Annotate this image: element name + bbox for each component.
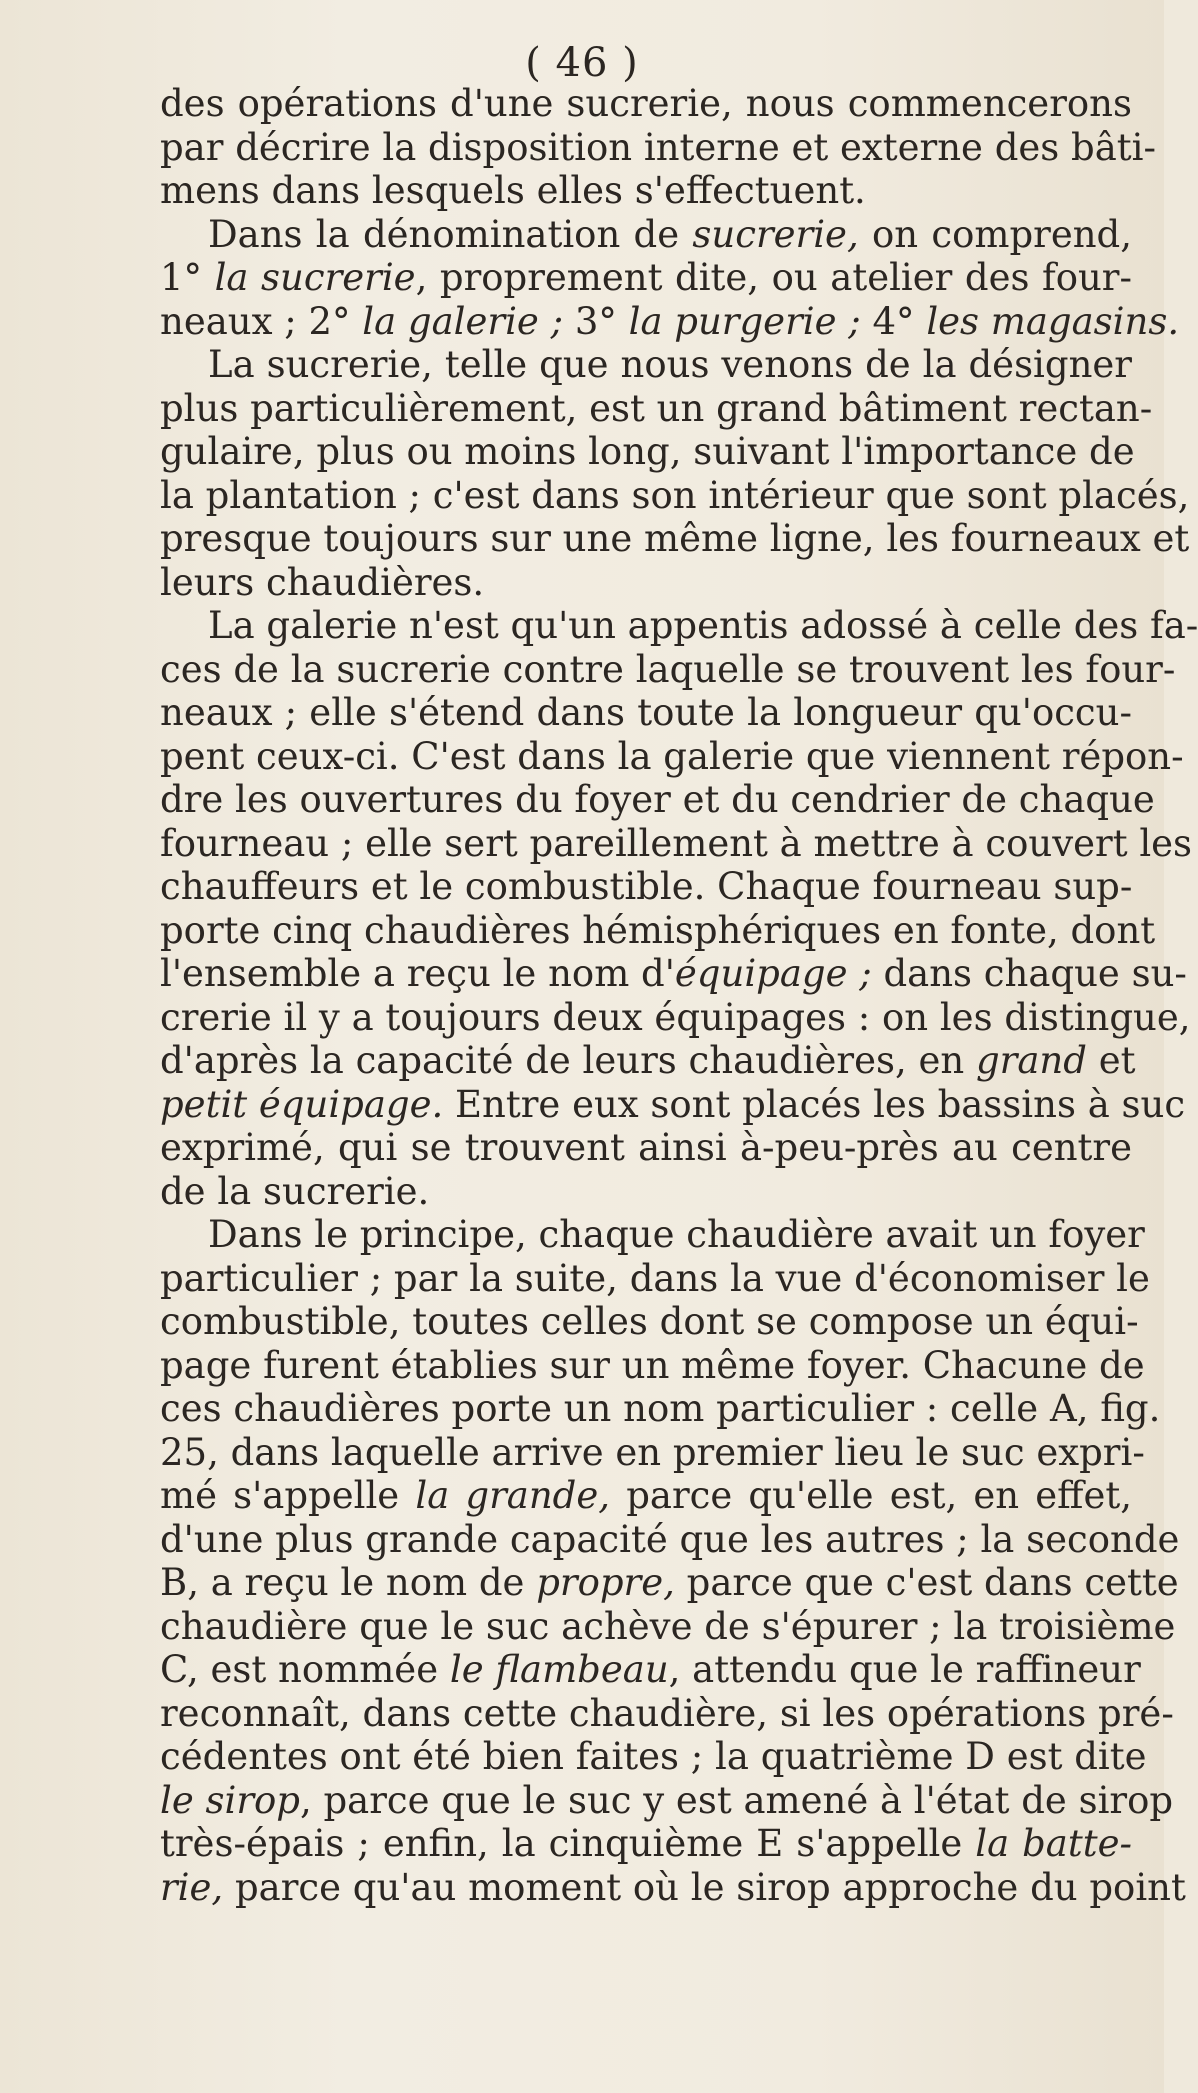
body-text <box>160 82 1198 1909</box>
text-line: neaux ; 2° la galerie ; 3° la purgerie ; 4° les magasins. <box>160 299 1180 343</box>
text-line: petit équipage. Entre eux sont placés les bassins à suc <box>160 1082 1186 1126</box>
text-line: Dans le principe, chaque chaudière avait un foyer <box>208 1213 1145 1256</box>
text-line: combustible, toutes celles dont se compose un équi- <box>160 1300 1139 1343</box>
text-line: la plantation ; c'est dans son intérieur que sont placés, <box>160 473 1190 517</box>
text-line: C, est nommée le flambeau, attendu que le raffineur <box>160 1648 1141 1691</box>
text-line: d'une plus grande capacité que les autres ; la seconde <box>160 1517 1180 1561</box>
text-line: 1° la sucrerie, proprement dite, ou atelier des four- <box>160 256 1132 299</box>
text-line: porte cinq chaudières hémisphériques en fonte, dont <box>160 908 1156 952</box>
text-line: dre les ouvertures du foyer et du cendrier de chaque <box>160 778 1155 821</box>
text-line: La galerie n'est qu'un appentis adossé à celle des fa- <box>208 604 1198 647</box>
text-line: de la sucrerie. <box>160 1169 430 1213</box>
text-line: le sirop, parce que le suc y est amené à l'état de sirop <box>160 1778 1174 1822</box>
text-line: 25, dans laquelle arrive en premier lieu le suc expri- <box>160 1430 1145 1474</box>
text-line: ces de la sucrerie contre laquelle se trouvent les four- <box>160 647 1176 691</box>
text-line: particulier ; par la suite, dans la vue d'économiser le <box>160 1256 1150 1300</box>
text-line: par décrire la disposition interne et externe des bâti- <box>160 125 1156 169</box>
text-line: Dans la dénomination de sucrerie, on comprend, <box>208 212 1132 256</box>
text-line: cédentes ont été bien faites ; la quatrième D est dite <box>160 1735 1147 1778</box>
text-line: La sucrerie, telle que nous venons de la désigner <box>208 343 1132 386</box>
text-line: ces chaudières porte un nom particulier : celle A, fig. <box>160 1387 1161 1430</box>
text-line: presque toujours sur une même ligne, les fourneaux et <box>160 517 1190 560</box>
text-line: pent ceux-ci. C'est dans la galerie que viennent répon- <box>160 734 1184 778</box>
text-line: mé s'appelle la grande, parce qu'elle est, en effet, <box>160 1474 1132 1517</box>
text-line: leurs chaudières. <box>160 560 485 604</box>
text-line: gulaire, plus ou moins long, suivant l'importance de <box>160 430 1135 473</box>
text-line: reconnaît, dans cette chaudière, si les opérations pré- <box>160 1691 1174 1735</box>
text-line: B, a reçu le nom de propre, parce que c'est dans cette <box>160 1561 1179 1604</box>
text-line: chauffeurs et le combustible. Chaque fourneau sup- <box>160 865 1133 908</box>
text-line: d'après la capacité de leurs chaudières, en grand et <box>160 1039 1136 1082</box>
text-line: chaudière que le suc achève de s'épurer ; la troisième <box>160 1604 1176 1648</box>
text-line: très-épais ; enfin, la cinquième E s'appelle la batte- <box>160 1822 1132 1865</box>
page-number: ( 46 ) <box>525 40 639 86</box>
text-line: plus particulièrement, est un grand bâtiment rectan- <box>160 386 1153 430</box>
text-line: exprimé, qui se trouvent ainsi à-peu-près au centre <box>160 1126 1132 1169</box>
text-line: neaux ; elle s'étend dans toute la longueur qu'occu- <box>160 691 1132 734</box>
text-line: fourneau ; elle sert pareillement à mettre à couvert les <box>160 821 1193 865</box>
text-line: page furent établies sur un même foyer. Chacune de <box>160 1343 1145 1387</box>
text-line: crerie il y a toujours deux équipages : on les distingue, <box>160 995 1191 1039</box>
text-line: des opérations d'une sucrerie, nous commencerons <box>160 82 1132 125</box>
text-line: mens dans lesquels elles s'effectuent. <box>160 169 866 212</box>
text-line: l'ensemble a reçu le nom d'équipage ; dans chaque su- <box>160 952 1187 995</box>
text-line: rie, parce qu'au moment où le sirop approche du point <box>160 1865 1186 1909</box>
